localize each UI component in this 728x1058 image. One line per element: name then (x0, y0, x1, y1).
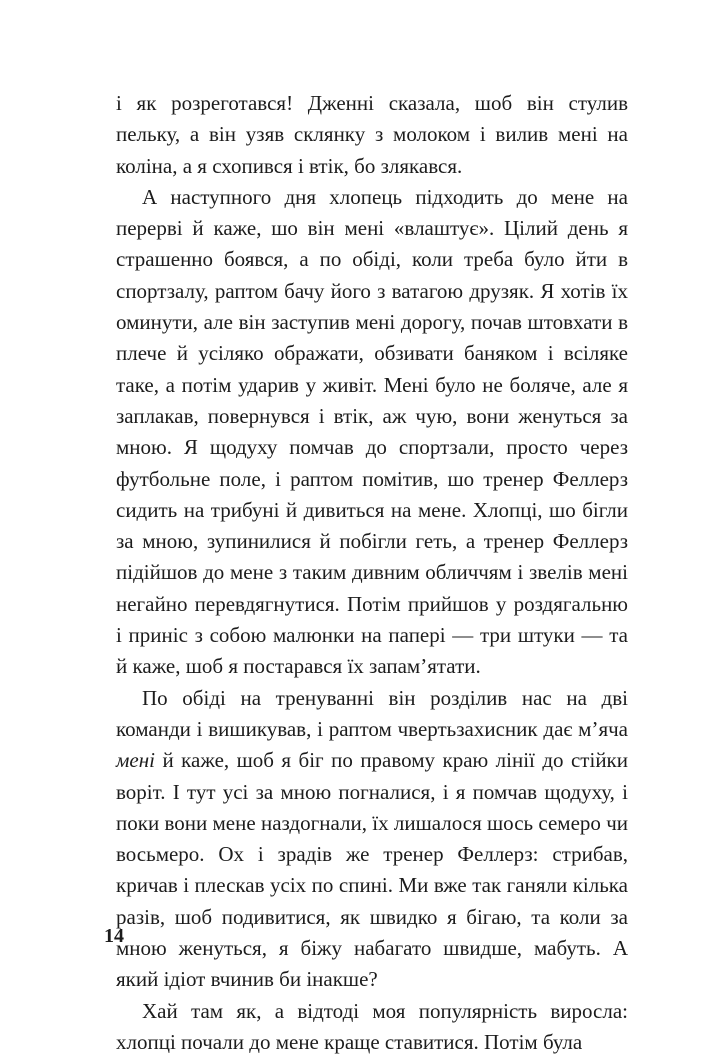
paragraph-2 (116, 182, 628, 683)
page-top-margin (0, 0, 728, 68)
page-body (116, 88, 628, 1058)
paragraph-2-text: А наступного дня хлопець підходить до мене на перерві й каже, шо він мені «влаштує». Цілий день я страшенно боявся, а по обіді, коли треба було йти в спортзалу, раптом бачу його з ватагою друзяк. Я хотів їх оминути, але він заступив мені дорогу, почав штовхати в плече й усіляко ображати, обзивати баняком і всіляке таке, а потім ударив у живіт. Мені було не боляче, але я заплакав, повернувся і втік, аж чую, вони женуться за мною. Я щодуху помчав до спортзали, просто через футбольне поле, і раптом помітив, шо тренер Феллерз сидить на трибуні й дивиться на мене. Хлопці, шо бігли за мною, зупинилися й побігли геть, а тренер Феллерз підійшов до мене з таким дивним обличчям і звелів мені негайно перевдягнутися. Потім прийшов у роздягальню і приніс з собою малюнки на папері — три штуки — та й каже, шоб я постарався їх запам’ятати. (116, 184, 628, 679)
paragraph-1 (116, 88, 628, 182)
paragraph-3-text-start: По обіді на тренуванні він розділив нас на дві команди і вишикував, і раптом чвертьзахисник дає м’яча (116, 685, 628, 741)
paragraph-3-emphasis: мені (116, 748, 155, 773)
paragraph-3-text-end: й каже, шоб я біг по правому краю лінії до стійки воріт. І тут усі за мною погналися, і я помчав щодуху, і поки вони мене наздогнали, їх лишалося шось семеро чи восьмеро. Ох і зрадів же тренер Феллерз: стрибав, кричав і плескав усіх по спині. Ми вже так ганяли кілька разів, шоб подивитися, як швидко я бігаю, та коли за мною женуться, я біжу набагато швидше, мабуть. А який ідіот вчинив би інакше? (116, 748, 628, 992)
page-number: 14 (104, 925, 124, 947)
paragraph-1-text: і як розреготався! Дженні сказала, шоб він стулив пельку, а він узяв склянку з молоком і вилив мені на коліна, а я схопився і втік, бо злякався. (116, 91, 628, 178)
paragraph-3 (116, 683, 628, 996)
paragraph-4 (116, 996, 628, 1058)
paragraph-4-text: Хай там як, а відтоді моя популярність виросла: хлопці почали до мене краще ставитися. Потім була (116, 998, 628, 1054)
